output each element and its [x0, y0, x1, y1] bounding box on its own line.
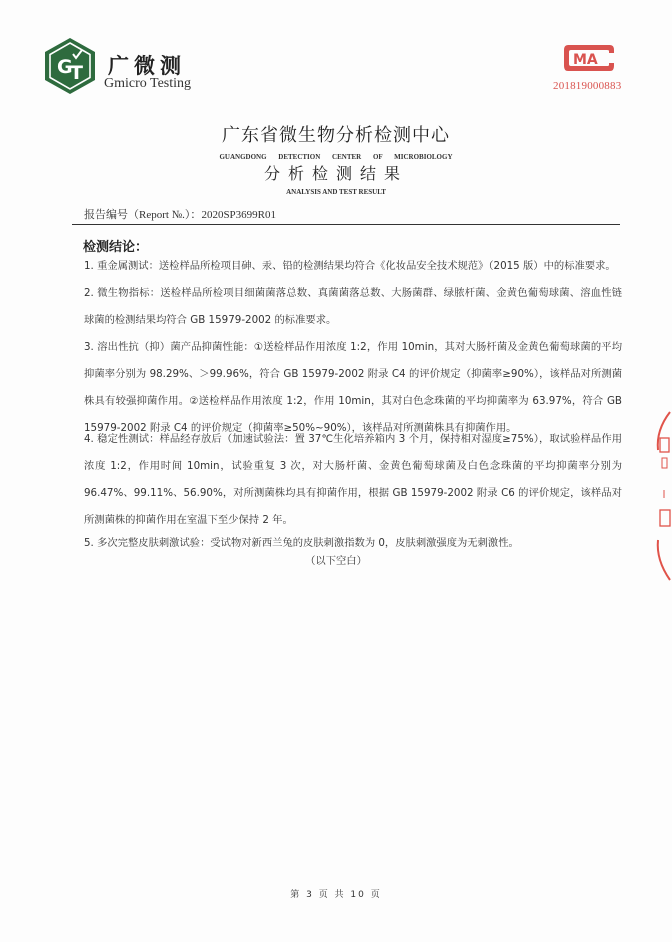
- report-number-label: 报告编号（Report №.）：: [84, 209, 202, 221]
- svg-text:T: T: [70, 62, 83, 84]
- blank-below-note: （以下空白）: [305, 555, 367, 567]
- conclusion-item-5: 5. 多次完整皮肤刺激试验：受试物对新西兰兔的皮肤刺激指数为 0，皮肤刺激强度为无刺激性。: [84, 537, 519, 549]
- conclusion-item-3: 3. 溶出性抗（抑）菌产品抑菌性能：①送检样品作用浓度 1:2，作用 10min，其对大肠杆菌及金黄色葡萄球菌的平均抑菌率分别为 98.29%、＞99.96%，符合 GB 15979-2002 附录 C4 的评价规定（抑菌率≥90%），该样品对所测菌株具有较强抑菌作用。②送检样品作用浓度 1:2，作用 10min，其对白色念珠菌的平均抑菌率为 63.97%，符合 GB 15979-2002 附录 C4 的评价规定（抑菌率≥50%~90%），该样品对所测菌株具有抑菌作用。: [84, 341, 622, 434]
- page-number: 第 3 页 共 10 页: [290, 890, 382, 900]
- logo-english-name: Gmicro Testing: [104, 76, 192, 91]
- conclusion-heading: 检测结论：: [83, 240, 149, 255]
- conclusion-item-4: 4. 稳定性测试：样品经存放后（加速试验法：置 37℃生化培养箱内 3 个月，保持相对湿度≥75%），取试验样品作用浓度 1:2，作用时间 10min，试验重复 3 次，对大肠杆菌、金黄色葡萄球菌及白色念珠菌的平均抑菌率分别为 96.47%、99.11%、56.90%，对所测菌株均具有抑菌作用，根据 GB 15979-2002 附录 C6 的评价规定，该样品对所测菌株的抑菌作用在室温下至少保持 2 年。: [84, 433, 622, 526]
- institution-title: 广东省微生物分析检测中心: [222, 125, 450, 146]
- conclusion-item-2: 2. 微生物指标：送检样品所检项目细菌菌落总数、真菌菌落总数、大肠菌群、绿脓杆菌、金黄色葡萄球菌、溶血性链球菌的检测结果均符合 GB 15979-2002 的标准要求。: [84, 287, 622, 326]
- seal-stamp-icon: [652, 410, 672, 590]
- document-title-english: ANALYSIS AND TEST RESULT: [286, 188, 386, 196]
- gmicro-logo-icon: [44, 37, 96, 95]
- report-number-line: [84, 206, 276, 222]
- svg-text:G: G: [57, 56, 73, 78]
- cma-certification-icon: [558, 42, 620, 74]
- svg-text:MA: MA: [573, 52, 598, 68]
- report-number-value: 2020SP3699R01: [201, 209, 277, 221]
- conclusion-item-1: 1. 重金属测试：送检样品所检项目砷、汞、铅的检测结果均符合《化妆品安全技术规范》（2015 版）中的标准要求。: [84, 260, 616, 272]
- header-divider: [72, 224, 620, 225]
- institution-title-english: GUANGDONG DETECTION CENTER OF MICROBIOLOGY: [219, 153, 453, 161]
- document-title: 分析检测结果: [263, 164, 408, 183]
- logo-chinese-name: 广微测: [108, 54, 186, 78]
- cma-number: 201819000883: [553, 80, 622, 92]
